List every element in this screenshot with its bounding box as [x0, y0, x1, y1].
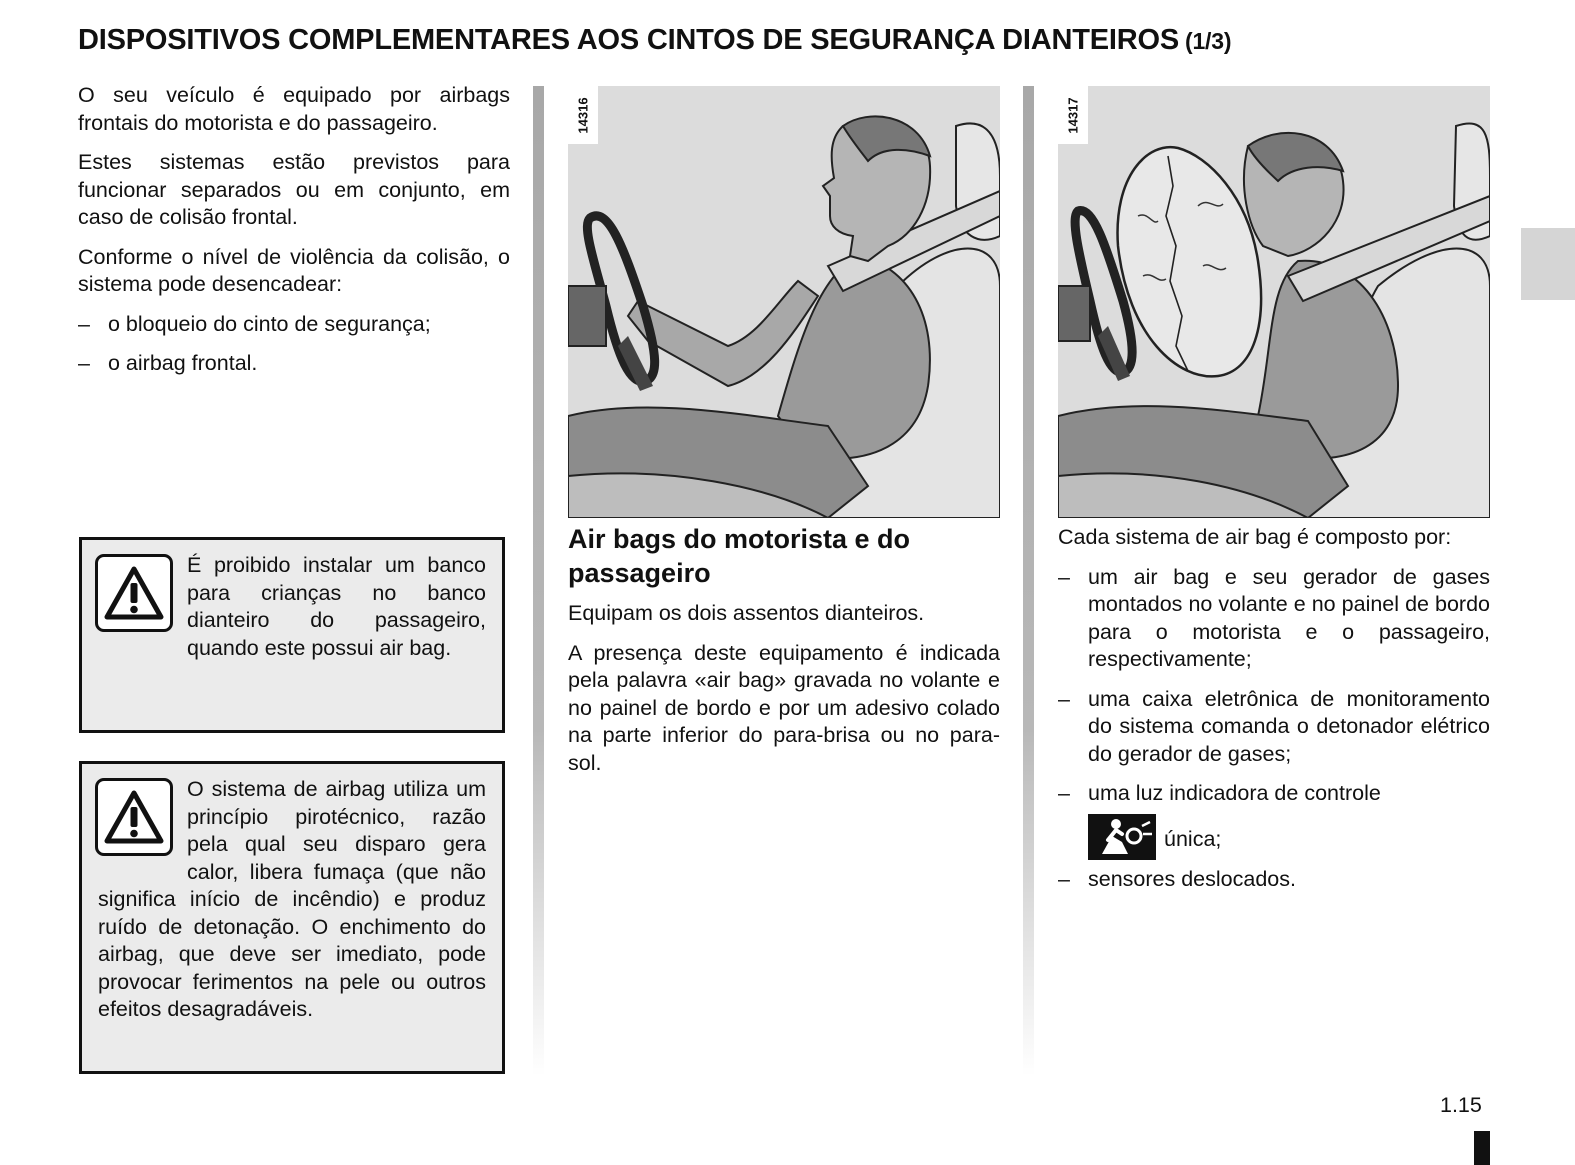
- warning-box-child-seat: [79, 537, 505, 733]
- chapter-tab: [1521, 228, 1575, 300]
- section-paragraph: Equipam os dois assentos dianteiros.: [568, 601, 925, 625]
- intro-paragraph: O seu veículo é equipado por airbags frontais do motorista e do passageiro.: [78, 83, 510, 135]
- warning-text: É proibido instalar um banco para crianças no banco dianteiro do passageiro, quando este possui air bag.: [187, 553, 486, 660]
- intro-paragraph: Conforme o nível de violência da colisão, o sistema pode desencadear:: [78, 244, 510, 296]
- list-item: – uma caixa eletrônica de monitoramento do sistema comanda o detonador elétrico do gerador de gases;: [1058, 686, 1490, 769]
- driver-illustration: [568, 86, 1000, 518]
- trigger-list: [78, 311, 510, 378]
- lamp-item-suffix: única;: [1164, 827, 1222, 851]
- illustration-driver-seated: [568, 86, 1000, 518]
- column-separator: [533, 86, 544, 1076]
- figure-reference: 14317: [1058, 86, 1088, 144]
- intro-column: [78, 82, 510, 390]
- title-text: DISPOSITIVOS COMPLEMENTARES AOS CINTOS DE SEGURANÇA DIANTEIROS: [78, 24, 1179, 56]
- warning-triangle-icon: [95, 554, 173, 632]
- warning-box-pyrotechnic: [79, 761, 505, 1074]
- figure-reference: 14316: [568, 86, 598, 144]
- warning-triangle-icon: [95, 778, 173, 856]
- section-paragraph: A presença deste equipamento é indicada pela palavra «air bag» gravada no volante e no painel de bordo e por um adesivo colado na parte inferior do para-brisa ou no para-sol.: [568, 640, 1000, 775]
- airbag-warning-light-icon: [1088, 814, 1156, 860]
- lamp-item-text: – uma luz indicadora de controle: [1088, 781, 1381, 805]
- warning-text: O sistema de airbag utiliza um princípio pirotécnico, razão pela qual seu disparo gera calor, libera fumaça (que não significa início de incêndio) e produz ruído de detonação. O enchimento do airbag, que deve ser imediato, pode provocar ferimentos na pele ou outros efeitos desagradáveis.: [98, 777, 486, 1021]
- list-item: – o bloqueio do cinto de segurança;: [78, 311, 510, 339]
- intro-paragraph: Estes sistemas estão previstos para funcionar separados ou em conjunto, em caso de colisão frontal.: [78, 150, 510, 229]
- page-title: [78, 24, 1518, 57]
- components-column: [1058, 524, 1490, 905]
- section-heading: Air bags do motorista e do passageiro: [568, 524, 911, 588]
- airbag-illustration: [1058, 86, 1490, 518]
- list-item: – o airbag frontal.: [78, 350, 510, 378]
- column-separator: [1023, 86, 1034, 1076]
- components-intro: Cada sistema de air bag é composto por:: [1058, 525, 1452, 549]
- title-part: (1/3): [1185, 28, 1232, 54]
- list-item: – um air bag e seu gerador de gases montados no volante e no painel de bordo para o motorista e o passageiro, respectivamente;: [1058, 564, 1490, 674]
- airbag-section: [568, 522, 1000, 789]
- page-number: 1.15: [1440, 1093, 1482, 1117]
- page-marker: [1474, 1131, 1490, 1165]
- illustration-airbag-deployed: [1058, 86, 1490, 518]
- list-item: – sensores deslocados.: [1058, 866, 1490, 894]
- components-list: [1058, 564, 1490, 894]
- list-item-warning-lamp: [1058, 780, 1490, 854]
